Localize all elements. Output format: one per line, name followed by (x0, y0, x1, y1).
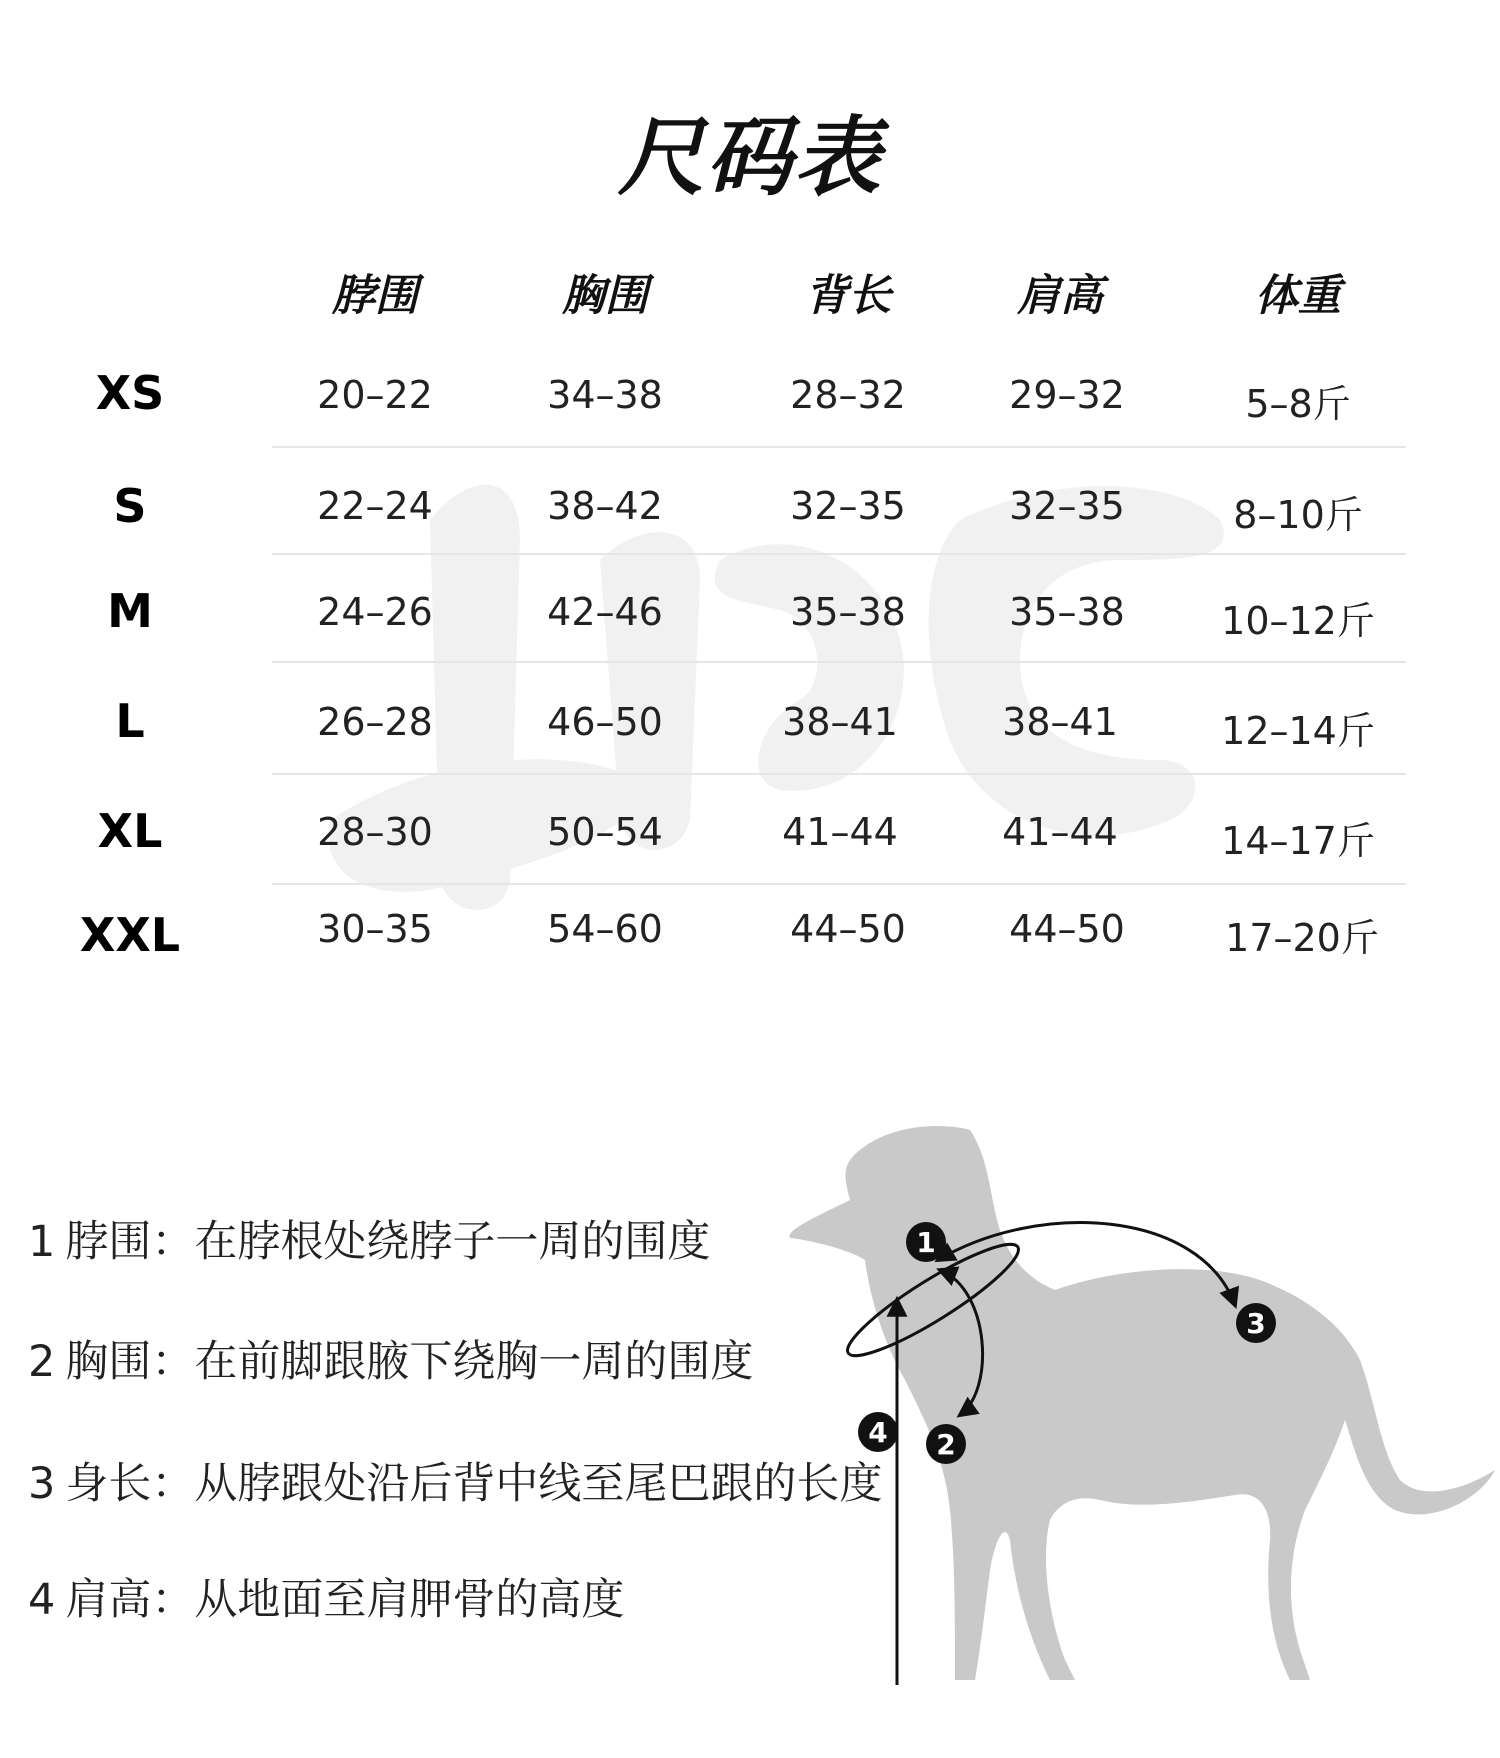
marker-1-icon (906, 1222, 946, 1262)
note-label: 脖围： (65, 1217, 195, 1267)
note-text: 在前脚跟腋下绕胸一周的围度 (194, 1337, 754, 1387)
table-cell: 10–12斤 (1221, 599, 1375, 643)
dog-silhouette-icon (790, 1126, 1495, 1680)
row-divider (272, 446, 1406, 448)
size-label-m: M (107, 584, 153, 638)
table-cell: 35–38 (1009, 590, 1125, 634)
measurement-note-body-length (28, 1450, 882, 1511)
table-cell: 44–50 (1009, 907, 1125, 951)
svg-text:1: 1 (916, 1226, 936, 1259)
table-cell: 14–17斤 (1221, 819, 1375, 863)
column-header-neck: 脖围 (332, 271, 418, 321)
page-title: 尺码表 (618, 108, 882, 208)
table-cell: 24–26 (317, 590, 433, 634)
note-label: 胸围： (65, 1337, 195, 1387)
table-cell: 54–60 (547, 907, 663, 951)
note-number: 1 (28, 1217, 56, 1267)
svg-text:2: 2 (936, 1428, 956, 1461)
note-label: 肩高： (65, 1575, 195, 1625)
table-cell: 41–44 (782, 810, 898, 854)
dog-measurement-diagram (780, 1120, 1500, 1720)
column-header-weight: 体重 (1255, 271, 1341, 321)
note-number: 4 (28, 1575, 56, 1625)
measurement-note-neck (28, 1208, 710, 1269)
svg-text:3: 3 (1246, 1307, 1266, 1340)
column-header-back-length: 背长 (805, 271, 891, 321)
table-cell: 38–41 (1002, 700, 1118, 744)
note-number: 3 (28, 1459, 56, 1509)
table-cell: 22–24 (317, 484, 433, 528)
row-divider (272, 553, 1406, 555)
row-divider (272, 773, 1406, 775)
table-cell: 42–46 (547, 590, 663, 634)
table-cell: 38–41 (782, 700, 898, 744)
size-label-s: S (113, 479, 147, 533)
marker-4-icon (858, 1412, 898, 1452)
size-label-l: L (115, 694, 145, 748)
table-cell: 5–8斤 (1245, 382, 1351, 426)
marker-3-icon (1236, 1303, 1276, 1343)
table-cell: 26–28 (317, 700, 433, 744)
size-label-xxl: XXL (79, 908, 181, 962)
row-divider (272, 883, 1406, 885)
table-cell: 34–38 (547, 373, 663, 417)
marker-2-icon (926, 1424, 966, 1464)
table-cell: 41–44 (1002, 810, 1118, 854)
table-cell: 35–38 (790, 590, 906, 634)
row-divider (272, 661, 1406, 663)
note-text: 在脖根处绕脖子一周的围度 (194, 1217, 711, 1267)
table-cell: 20–22 (317, 373, 433, 417)
table-cell: 29–32 (1009, 373, 1125, 417)
note-text: 从脖跟处沿后背中线至尾巴跟的长度 (194, 1459, 883, 1509)
table-cell: 12–14斤 (1221, 709, 1375, 753)
table-cell: 32–35 (790, 484, 906, 528)
note-text: 从地面至肩胛骨的高度 (194, 1575, 625, 1625)
table-cell: 46–50 (547, 700, 663, 744)
column-header-chest: 胸围 (562, 271, 648, 321)
column-header-shoulder-height: 肩高 (1017, 271, 1103, 321)
measurement-note-chest (28, 1328, 753, 1389)
note-label: 身长： (65, 1459, 195, 1509)
measurement-note-shoulder-height (28, 1566, 624, 1627)
table-cell: 8–10斤 (1233, 493, 1363, 537)
table-cell: 44–50 (790, 907, 906, 951)
table-cell: 32–35 (1009, 484, 1125, 528)
table-cell: 28–30 (317, 810, 433, 854)
table-cell: 28–32 (790, 373, 906, 417)
size-label-xl: XL (97, 804, 163, 858)
note-number: 2 (28, 1337, 56, 1387)
table-cell: 38–42 (547, 484, 663, 528)
table-cell: 30–35 (317, 907, 433, 951)
size-label-xs: XS (95, 366, 165, 420)
table-cell: 50–54 (547, 810, 663, 854)
svg-text:4: 4 (868, 1416, 888, 1449)
table-cell: 17–20斤 (1225, 916, 1379, 960)
